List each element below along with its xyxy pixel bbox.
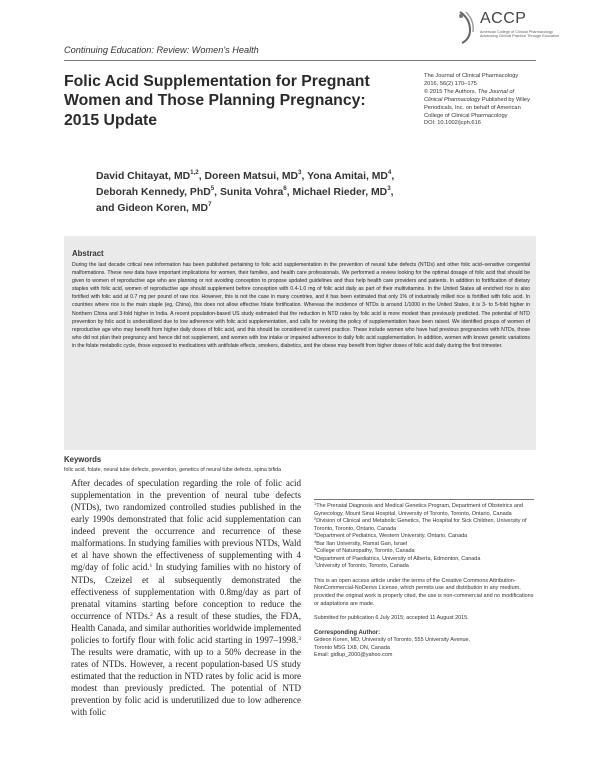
citation-ref: 3 <box>298 635 301 642</box>
article-title: Folic Acid Supplementation for Pregnant Women and Those Planning Pregnancy: 2015 Update <box>64 73 370 129</box>
accp-logo <box>456 10 576 50</box>
journal-name: The Journal of Clinical Pharmacology <box>424 73 519 79</box>
citation-ref: 1 <box>149 563 153 570</box>
corresponding-author-line: Toronto M5G 1X8, ON, Canada <box>314 644 390 651</box>
keywords-text: folic acid, folate, neural tube defects, prevention, genetics of neural tube defects, spina bifida <box>64 467 282 473</box>
affiliations <box>314 503 534 660</box>
journal-info: The Journal of Clinical Pharmacology 2016, 56(2) 170–175 © 2015 The Authors. The Journal of Clinical Pharmacology Published by Wiley Periodicals, Inc. on behalf of American College of Clinical Pharmacology DOI: 10.1002/jcph.616 <box>424 73 574 128</box>
author-list: David Chitayat, MD$^{1,2}$, Doreen Matsui, $MD^3$, Yona Amitai, $MD^4$, Deborah Kennedy, PhD$^5$, Sunita Vohra$^6$, Michael Rieder, $MD^3$, and Gideon Koren, $MD^7$ <box>96 169 395 214</box>
logo-name: ACCP <box>480 10 527 27</box>
header-rule <box>64 60 536 61</box>
copyright-line: © 2015 The Authors. The Journal of <box>424 88 515 95</box>
corresponding-author-line: Gideon Koren, MD, University of Toronto, 555 University Avenue, <box>314 637 471 644</box>
abstract-text: During the last decade critical new information has been published pertaining to folic acid supplementation in the prevention of neural tube defects (NTDs) and other folic acid–sensitive congenital malformations. These new data have important implications for women, their families, and health care professionals. We performed a review looking for the optimal dosage of folic acid that should be given to women of reproductive age who are planning or not avoiding conception to propose updated guidelines and thus help health care providers and patients. In addition to fortification of dietary staples with folic acid, women of reproductive age should supplement before conception with 0.4-1.0 mg of folic acid daily as part of their multivitamins. In the United States all enriched rice is also fortified with folic acid at 0.7 mg per pound of raw rice. However, this is not the case in many countries, and it has been estimated that only 1% of industrially milled rice is fortified with folic acid. In countries where rice is the main staple (eg, China), this does not allow effective folate fortification. Whereas the incidence of NTDs is around 1/1000 in the United States, it is 3- to 5-fold higher in Northern China and 3-fold higher in India. A recent population-based US study estimated that the reduction in NTD rates by folic acid is more modest than previously predicted. The potential of NTD prevention by folic acid is underutilized due to low adherence with folic acid supplementation, and calls for revising the policy of supplementation have been raised. We identified groups of women of reproductive age who may benefit from higher daily doses of folic acid, and this should be considered in current practice. These include women who have had previous pregnancies with NTDs, those who did not plan their pregnancy and hence did not supplement, and women with low intake or impaired adherence to daily folic acid supplementation. In addition, women with known genetic variations in the folate metabolic cycle, those exposed to medications with antifolate effects, smokers, diabetics, and the obese may benefit from higher doses of folic acid daily during the first trimester. <box>72 262 530 349</box>
accp-logo-icon <box>456 10 476 44</box>
license-note: This is an open access article under the terms of the Creative Commons Attribution-NonCommercial-NoDerivs License, which permits use and distribution in any medium, provided the original work is properly cited, the use is non-commercial and no modifications or adaptations are made. <box>314 577 534 607</box>
keywords-heading: Keywords <box>64 455 102 464</box>
affiliation-item: $^5$College of Naturopathy, Toronto, Canada <box>314 546 415 555</box>
affiliation-item: $^3$Department of Pediatrics, Western University, Ontario, Canada <box>314 531 468 540</box>
section-label: Continuing Education: Review: Women's Health <box>64 45 259 55</box>
corresponding-author-heading: Corresponding Author: <box>314 629 381 636</box>
affiliation-rule <box>314 499 534 500</box>
abstract-heading: Abstract <box>72 249 104 258</box>
affiliation-item: $^2$Division of Clinical and Metabolic Genetics, The Hospital for Sick Children, University of Toronto, Toronto, Ontario, Canada <box>314 516 527 532</box>
affiliation-item: $^7$University of Toronto, Toronto, Canada <box>314 561 409 570</box>
affiliation-item: $^4$Bar Ilan University, Ramat Gan, Israel <box>314 538 408 547</box>
affiliation-item: $^6$Department of Paediatrics, University of Alberta, Edmonton, Canada <box>314 553 481 562</box>
body-text: After decades of speculation regarding the role of folic acid supplementation in the prevention of neural tube defects (NTDs), two randomized controlled studies published in the early 1990s demonstrated that folic acid supplementation can indeed prevent the occurrence and recurrence of these malformations. In studying families with previous NTDs, Wald et al have shown the effectiveness of supplementing with 4 mg/day of folic acid.$^1$ In studying families with no history of NTDs, Czeizel et al subsequently demonstrated the effectiveness of supplementation with 0.8mg/day as part of prenatal vitamins starting before conception to reduce the occurrence of NTDs.$^2$ As a result of these studies, the FDA, Health Canada, and similar authorities worldwide implemented policies to fortify flour with folic acid starting in 1997–1998.$^3$ The results were dramatic, with up to a 50% decrease in the rates of NTDs. However, a recent population-based US study estimated that the reduction in NTD rates by folic acid is more modest than previously predicted. The potential of NTD prevention by folic acid is underutilized due to low adherence with folic <box>71 478 301 718</box>
logo-subtitle: American College of Clinical Pharmacology Advancing Clinical Practice Through Education <box>480 30 560 39</box>
submission-dates: Submitted for publication 6 July 2015; accepted 11 August 2015. <box>314 615 469 622</box>
journal-citation: 2016, 56(2) 170–175 <box>424 80 477 87</box>
citation-ref: 2 <box>150 611 153 618</box>
affiliation-item: $^1$The Prenatal Diagnosis and Medical Genetics Program, Department of Obstetrics and Gynecology, Mount Sinai Hospital, University of Toronto, Toronto, Ontario, Canada <box>314 501 523 517</box>
doi: DOI: 10.1002/jcph.616 <box>424 120 481 127</box>
corresponding-author-email: Email: gidiup_2000@yahoo.com <box>314 652 393 659</box>
